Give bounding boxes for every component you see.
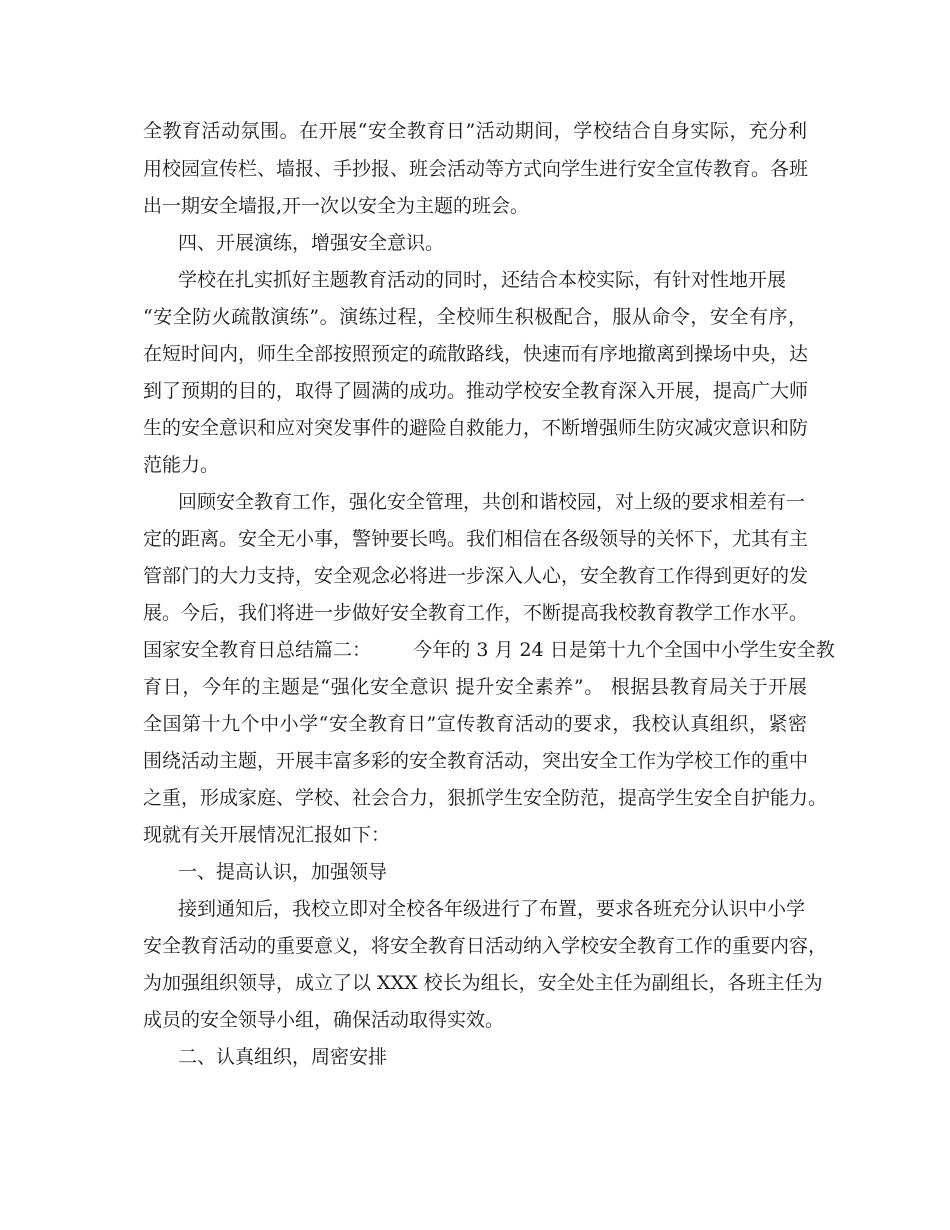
text-line: 生的安全意识和应对突发事件的避险自救能力，不断增强师生防灾减灾意识和防: [143, 417, 809, 439]
text-line: 学校在扎实抓好主题教育活动的同时，还结合本校实际，有针对性地开展: [178, 269, 787, 291]
text-line: 成员的安全领导小组，确保活动取得实效。: [143, 1009, 505, 1031]
text-line: 到了预期的目的，取得了圆满的成功。推动学校安全教育深入开展，提高广大师: [143, 380, 809, 402]
section-heading: 二、认真组织，周密安排: [178, 1046, 388, 1068]
text-line: 接到通知后，我校立即对全校各年级进行了布置，要求各班充分认识中小学: [178, 898, 806, 920]
text-line: 定的距离。安全无小事，警钟要长鸣。我们相信在各级领导的关怀下，尤其有主: [143, 528, 809, 550]
text-line: 之重，形成家庭、学校、社会合力，狠抓学生安全防范，提高学生安全自护能力。: [143, 787, 828, 809]
text-line: 为加强组织领导，成立了以 XXX 校长为组长，安全处主任为副组长，各班主任为: [143, 972, 823, 994]
text-line: 用校园宣传栏、墙报、手抄报、班会活动等方式向学生进行安全宣传教育。各班: [143, 158, 809, 180]
text-line: 范能力。: [143, 454, 220, 476]
text-line: 围绕活动主题，开展丰富多彩的安全教育活动，突出安全工作为学校工作的重中: [143, 750, 809, 772]
text-line: 安全教育活动的重要意义，将安全教育日活动纳入学校安全教育工作的重要内容，: [143, 935, 828, 957]
text-line: “安全防火疏散演练”。演练过程，全校师生积极配合，服从命令，安全有序，: [143, 306, 807, 328]
text-line: 管部门的大力支持，安全观念必将进一步深入人心，安全教育工作得到更好的发: [143, 565, 809, 587]
section-heading: 一、提高认识，加强领导: [178, 861, 388, 883]
text-line: 展。今后，我们将进一步做好安全教育工作，不断提高我校教育教学工作水平。: [143, 602, 809, 624]
text-line: 育日，今年的主题是“强化安全意识 提升安全素养”。 根据县教育局关于开展: [143, 676, 807, 698]
section-heading: 四、开展演练，增强安全意识。: [178, 232, 445, 254]
section-title-line: 国家安全教育日总结篇二： 今年的 3 月 24 日是第十九个全国中小学生安全教: [143, 639, 835, 661]
text-line: 回顾安全教育工作，强化安全管理，共创和谐校园，对上级的要求相差有一: [178, 491, 806, 513]
text-line: 现就有关开展情况汇报如下：: [143, 824, 391, 846]
text-line: 在短时间内，师生全部按照预定的疏散路线，快速而有序地撤离到操场中央，达: [143, 343, 809, 365]
text-line: 出一期安全墙报,开一次以安全为主题的班会。: [143, 195, 530, 217]
text-line: 全教育活动氛围。在开展“安全教育日”活动期间，学校结合自身实际，充分利: [143, 120, 807, 142]
text-line: 全国第十九个中小学“安全教育日”宣传教育活动的要求，我校认真组织，紧密: [143, 713, 807, 735]
